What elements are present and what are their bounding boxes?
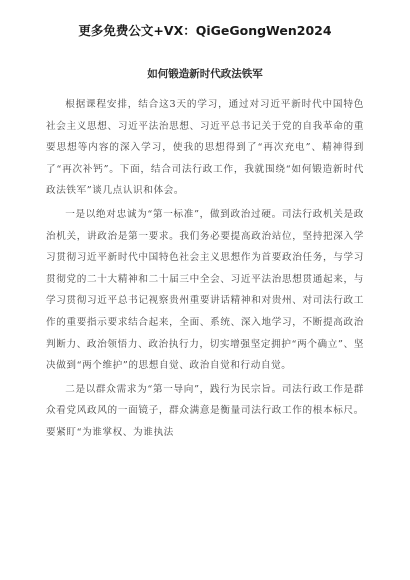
paragraph: 根据课程安排，结合这3天的学习，通过对习近平新时代中国特色社会主义思想、习近平法治思想、习近平总书记关于党的自我革命的重要思想等内容的深入学习，使我的思想得到了“再次充电”、精神得到了“再次补钙”。下面，结合司法行政工作，我就围绕“如何锻造新时代政法铁军”谈几点认识和体会。 [46, 99, 364, 197]
paragraph: 二是以群众需求为“第一导向”，践行为民宗旨。司法行政工作是群众看党风政风的一面镜子，群众满意是衡量司法行政工作的根本标尺。要紧盯“为谁掌权、为谁执法 [46, 383, 364, 438]
document-title: 如何锻造新时代政法铁军 [147, 68, 263, 80]
watermark-header: 更多免费公文+VX：QiGeGongWen2024 [78, 23, 332, 38]
paragraph: 一是以绝对忠诚为“第一标准”，做到政治过硬。司法行政机关是政治机关，讲政治是第一要求。我们务必要提高政治站位，坚持把深入学习贯彻习近平新时代中国特色社会主义思想作为首要政治任务，与学习贯彻党的二十大精神和二十届三中全会、习近平法治思想贯通起来，与学习贯彻习近平总书记视察贵州重要讲话精神和对贵州、对司法行政工作的重要指示要求结合起来，全面、系统、深入地学习，不断提高政治判断力、政治领悟力、政治执行力，切实增强坚定拥护“两个确立”、坚决做到“两个维护”的思想自觉、政治自觉和行动自觉。 [46, 208, 364, 372]
document-body [46, 94, 364, 444]
